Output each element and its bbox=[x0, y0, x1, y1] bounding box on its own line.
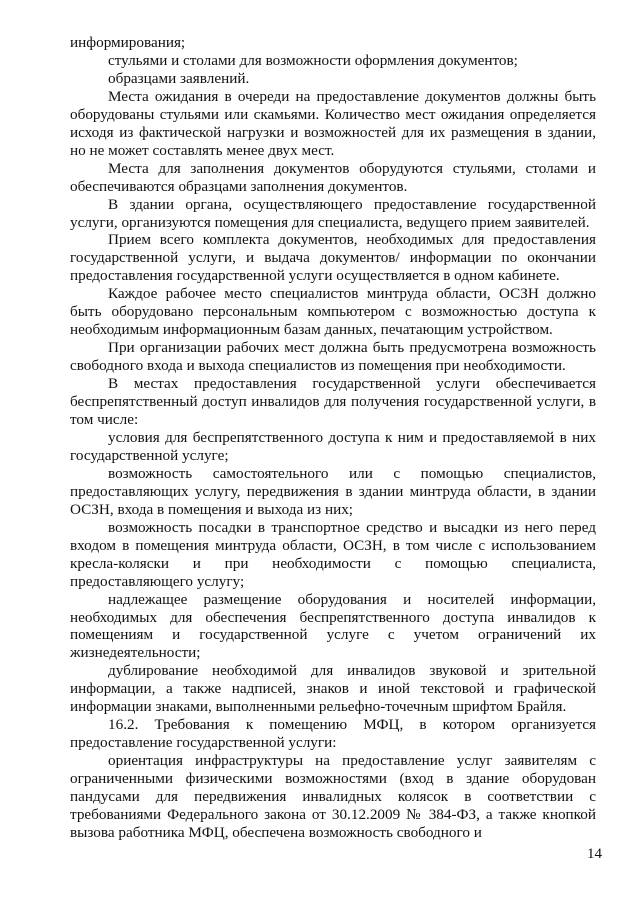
paragraph: Каждое рабочее место специалистов минтруда области, ОСЗН должно быть оборудовано персональным компьютером с возможностью доступа к необходимым информационным базам данных, печатающим устройством. bbox=[70, 285, 596, 339]
paragraph: 16.2. Требования к помещению МФЦ, в котором организуется предоставление государственной услуги: bbox=[70, 716, 596, 752]
paragraph: В местах предоставления государственной услуги обеспечивается беспрепятственный доступ инвалидов для получения государственной услуги, в том числе: bbox=[70, 375, 596, 429]
page-number: 14 bbox=[587, 846, 602, 862]
paragraph: ориентация инфраструктуры на предоставление услуг заявителям с ограниченными физическими возможностями (вход в здание оборудован пандусами для передвижения инвалидных колясок в соответствии с требованиями Федерального закона от 30.12.2009 № 384-ФЗ, а также кнопкой вызова работника МФЦ, обеспечена возможность свободного и bbox=[70, 752, 596, 841]
paragraph: В здании органа, осуществляющего предоставление государственной услуги, организуются помещения для специалиста, ведущего прием заявителей. bbox=[70, 195, 596, 231]
paragraph: дублирование необходимой для инвалидов звуковой и зрительной информации, а также надписей, знаков и иной текстовой и графической информации знаками, выполненными рельефно-точечным шрифтом Брайля. bbox=[70, 662, 596, 716]
paragraph: надлежащее размещение оборудования и носителей информации, необходимых для обеспечения беспрепятственного доступа инвалидов к помещениям и государственной услуге с учетом ограничений их жизнедеятельности; bbox=[70, 590, 596, 662]
paragraph: образцами заявлений. bbox=[108, 69, 250, 87]
paragraph: информирования; bbox=[70, 34, 186, 51]
paragraph: Места ожидания в очереди на предоставление документов должны быть оборудованы стульями или скамьями. Количество мест ожидания определяется исходя из фактической нагрузки и возможностей для их размещения в здании, но не может составлять менее двух мест. bbox=[70, 87, 596, 159]
paragraph: Места для заполнения документов оборудуются стульями, столами и обеспечиваются образцами заполнения документов. bbox=[70, 159, 596, 195]
paragraph: Прием всего комплекта документов, необходимых для предоставления государственной услуги, и выдача документов/ информации по окончании предоставления государственной услуги осуществляется в одном кабинете. bbox=[70, 231, 596, 285]
paragraph: возможность посадки в транспортное средство и высадки из него перед входом в помещения минтруда области, ОСЗН, в том числе с использованием кресла-коляски и при необходимости с помощью специалиста, предоставляющего услугу; bbox=[70, 518, 596, 590]
paragraph: возможность самостоятельного или с помощью специалистов, предоставляющих услугу, передвижения в здании минтруда области, в здании ОСЗН, входа в помещения и выхода из них; bbox=[70, 464, 596, 518]
document-body bbox=[70, 34, 596, 842]
paragraph: При организации рабочих мест должна быть предусмотрена возможность свободного входа и выхода специалистов из помещения при необходимости. bbox=[70, 339, 596, 375]
paragraph: стульями и столами для возможности оформления документов; bbox=[108, 51, 518, 69]
paragraph: условия для беспрепятственного доступа к ним и предоставляемой в них государственной услуге; bbox=[70, 428, 596, 464]
